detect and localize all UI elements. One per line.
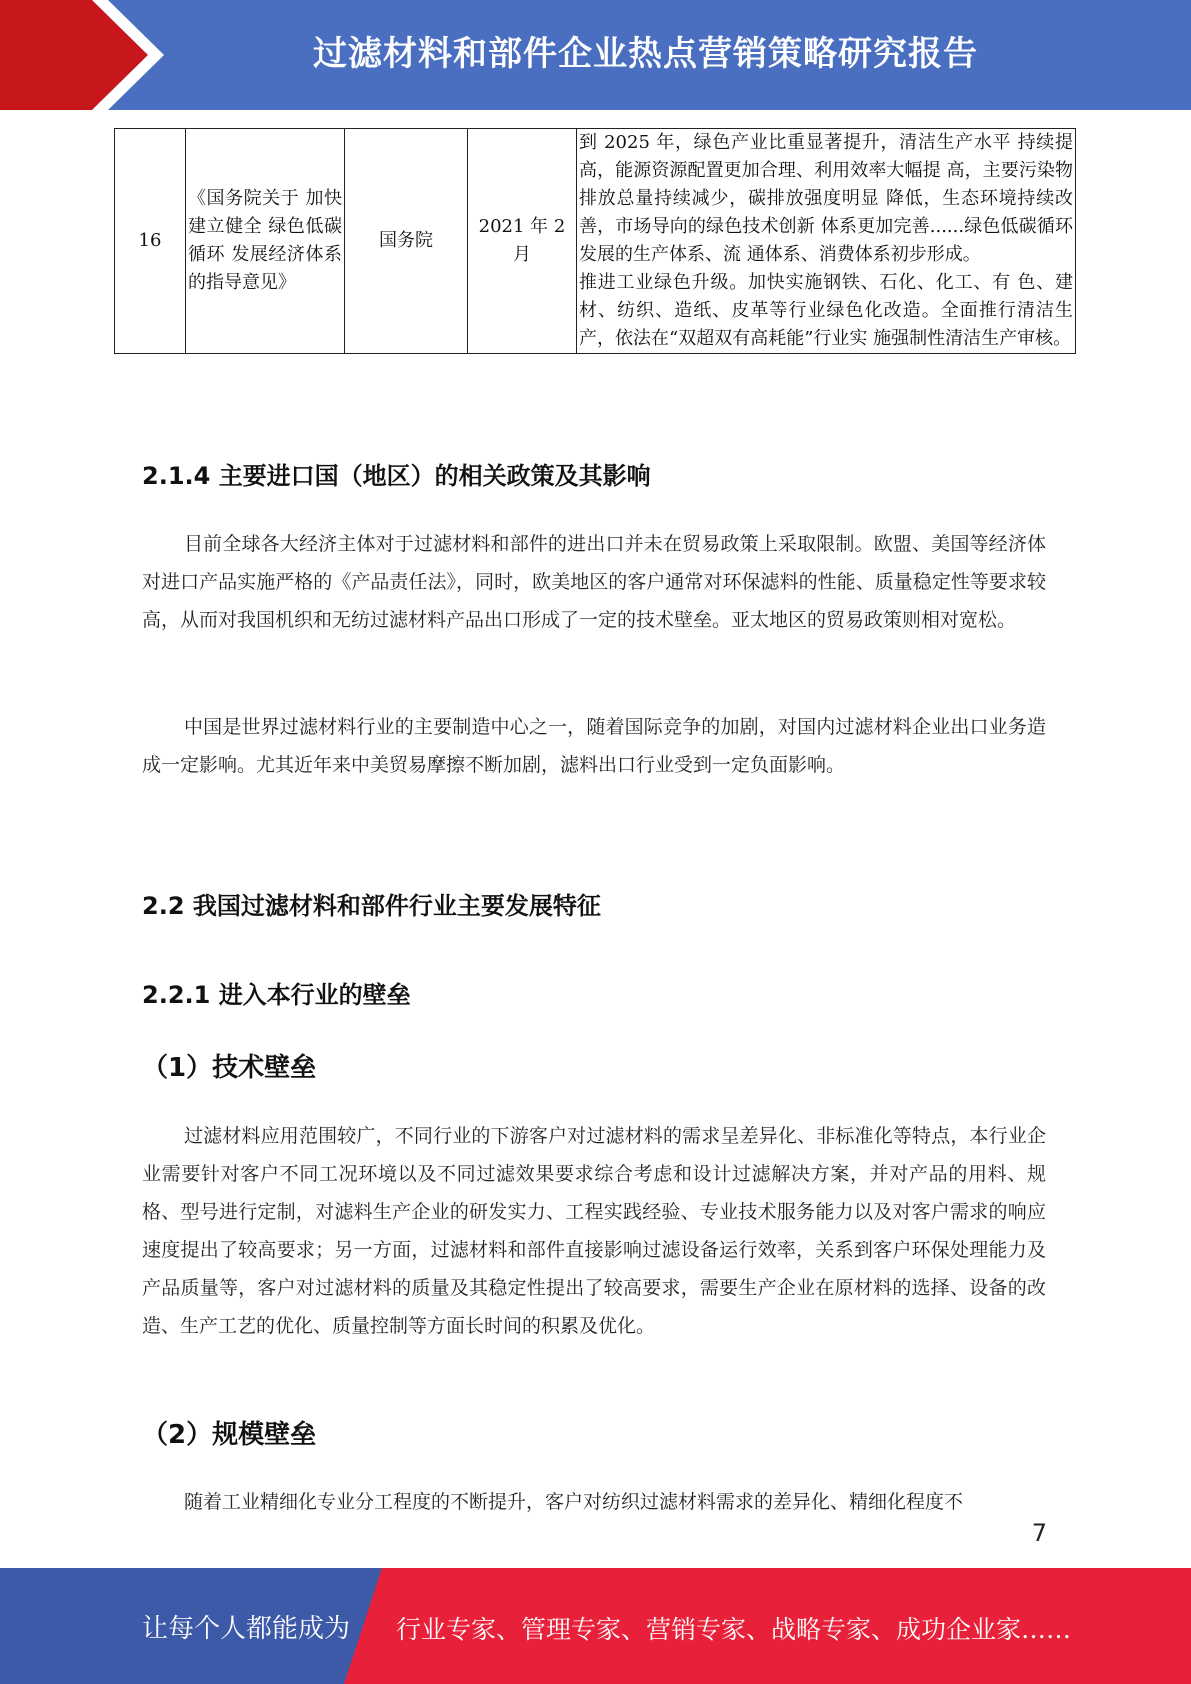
policy-content-paragraph: 推进工业绿色升级。加快实施钢铁、石化、化工、有 色、建材、纺织、造纸、皮革等行业绿色化改造。全面推行清洁生产，依法在“双超双有高耗能”行业实 施强制性清洁生产审核。 <box>579 272 1073 349</box>
header-arrow-graphic <box>0 0 170 110</box>
page-header <box>0 0 1191 110</box>
policy-content <box>577 129 1076 354</box>
section-heading-2-1-4: 2.1.4 主要进口国（地区）的相关政策及其影响 <box>142 462 651 490</box>
footer-slogan-left: 让每个人都能成为 <box>142 1614 351 1644</box>
body-paragraph: 随着工业精细化专业分工程度的不断提升，客户对纺织过滤材料需求的差异化、精细化程度不 <box>184 1491 964 1513</box>
page-number: 7 <box>1031 1519 1047 1547</box>
body-paragraph: 目前全球各大经济主体对于过滤材料和部件的进出口并未在贸易政策上采取限制。欧盟、美国等经济体对进口产品实施严格的《产品责任法》，同时，欧美地区的客户通常对环保滤料的性能、质量稳定性等要求较高，从而对我国机织和无纺过滤材料产品出口形成了一定的技术壁垒。亚太地区的贸易政策则相对宽松。 <box>142 533 1046 631</box>
policy-content-paragraph: 到 2025 年，绿色产业比重显著提升，清洁生产水平 持续提高，能源资源配置更加合理、利用效率大幅提 高，主要污染物排放总量持续减少，碳排放强度明显 降低，生态环境持续改善，市场导向的绿色技术创新 体系更加完善......绿色低碳循环发展的生产体系、流 通体系、消费体系初步形成。 <box>579 132 1073 265</box>
section-heading-2-2: 2.2 我国过滤材料和部件行业主要发展特征 <box>142 892 601 920</box>
report-title: 过滤材料和部件企业热点营销策略研究报告 <box>313 34 978 74</box>
footer-slogan-right: 行业专家、管理专家、营销专家、战略专家、成功企业家…… <box>396 1615 1072 1644</box>
table-row <box>115 129 1076 354</box>
policy-date: 2021 年 2 月 <box>468 129 577 354</box>
page-footer <box>0 1568 1191 1684</box>
policy-number: 16 <box>115 129 186 354</box>
policy-name: 《国务院关于 加快建立健全 绿色低碳循环 发展经济体系 的指导意见》 <box>186 129 345 354</box>
body-paragraph: 过滤材料应用范围较广，不同行业的下游客户对过滤材料的需求呈差异化、非标准化等特点，本行业企业需要针对客户不同工况环境以及不同过滤效果要求综合考虑和设计过滤解决方案，并对产品的用料、规格、型号进行定制，对滤料生产企业的研发实力、工程实践经验、专业技术服务能力以及对客户需求的响应速度提出了较高要求；另一方面，过滤材料和部件直接影响过滤设备运行效率，关系到客户环保处理能力及产品质量等，客户对过滤材料的质量及其稳定性提出了较高要求，需要生产企业在原材料的选择、设备的改造、生产工艺的优化、质量控制等方面长时间的积累及优化。 <box>142 1125 1046 1337</box>
body-paragraph: 中国是世界过滤材料行业的主要制造中心之一，随着国际竞争的加剧，对国内过滤材料企业出口业务造成一定影响。尤其近年来中美贸易摩擦不断加剧，滤料出口行业受到一定负面影响。 <box>142 716 1046 776</box>
policy-table <box>114 128 1076 354</box>
subheading-scale-barrier: （2）规模壁垒 <box>142 1420 317 1450</box>
section-heading-2-2-1: 2.2.1 进入本行业的壁垒 <box>142 981 411 1009</box>
subheading-technical-barrier: （1）技术壁垒 <box>142 1053 317 1083</box>
policy-issuer: 国务院 <box>345 129 468 354</box>
